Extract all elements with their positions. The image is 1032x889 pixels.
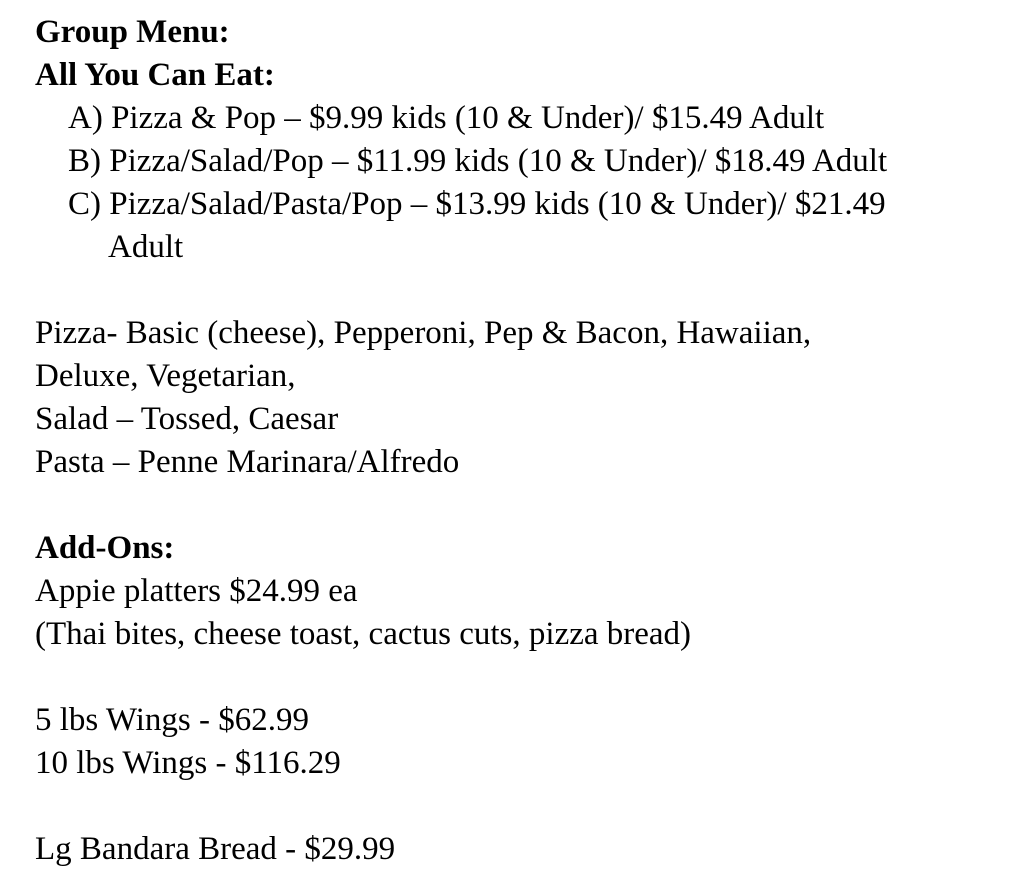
pasta-varieties: Pasta – Penne Marinara/Alfredo xyxy=(35,444,460,480)
blank-line xyxy=(35,656,1017,699)
menu-title: Group Menu: xyxy=(35,14,230,50)
ayce-option-b: B) Pizza/Salad/Pop – $11.99 kids (10 & Under)/ $18.49 Adult xyxy=(68,143,888,179)
appie-varieties-note: (Thai bites, cheese toast, cactus cuts, pizza bread) xyxy=(35,616,692,652)
add-ons-heading: Add-Ons: xyxy=(35,530,175,566)
wings-10lb-item: 10 lbs Wings - $116.29 xyxy=(35,745,341,781)
all-you-can-eat-heading: All You Can Eat: xyxy=(35,57,275,93)
ayce-option-a: A) Pizza & Pop – $9.99 kids (10 & Under)/ $15.49 Adult xyxy=(68,100,825,136)
ayce-option-c: C) Pizza/Salad/Pasta/Pop – $13.99 kids (10 & Under)/ $21.49 xyxy=(68,186,886,222)
bandara-bread-item: Lg Bandara Bread - $29.99 xyxy=(35,831,396,867)
wings-5lb-item: 5 lbs Wings - $62.99 xyxy=(35,702,309,738)
blank-line xyxy=(35,484,1017,527)
ayce-option-c-continuation: Adult xyxy=(108,229,184,265)
pizza-varieties-line2: Deluxe, Vegetarian, xyxy=(35,358,296,394)
salad-varieties: Salad – Tossed, Caesar xyxy=(35,401,339,437)
blank-line xyxy=(35,269,1017,312)
blank-line xyxy=(35,785,1017,828)
appie-platters-item: Appie platters $24.99 ea xyxy=(35,573,358,609)
pizza-varieties-line1: Pizza- Basic (cheese), Pepperoni, Pep & Bacon, Hawaiian, xyxy=(35,315,812,351)
